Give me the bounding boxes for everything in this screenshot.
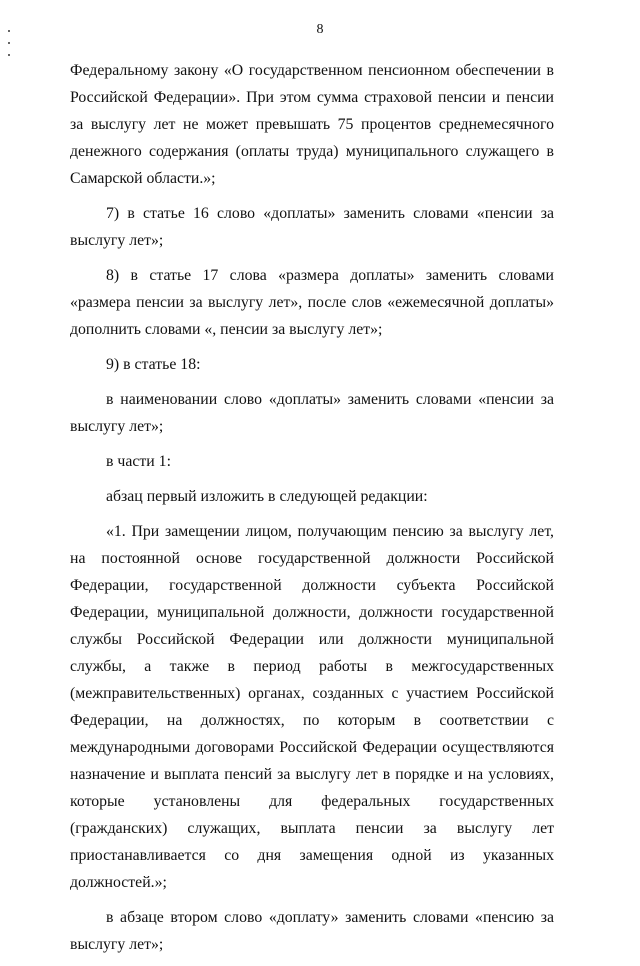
paragraph-7: абзац первый изложить в следующей редакции: [106, 488, 428, 505]
paragraph-5: в наименовании слово «доплаты» заменить словами «пенсии за выслугу лет»; [70, 391, 554, 435]
paragraph-9: в абзаце втором слово «доплату» заменить словами «пенсию за выслугу лет»; [70, 909, 554, 953]
page-number: 8 [316, 22, 324, 37]
paragraph-8: «1. При замещении лицом, получающим пенсию за выслугу лет, на постоянной основе государственной должности Российской Федерации, государственной должности субъекта Российской Федерации, муниципальной должности, должности государственной службы Российской Федерации или должности муниципальной службы, а также в период работы в межгосударственных (межправительственных) органах, созданных с участием Российской Федерации, на должностях, по которым в соответствии с международными договорами Российской Федерации осуществляются назначение и выплата пенсий за выслугу лет в порядке и на условиях, которые установлены для федеральных государственных (гражданских) служащих, выплата пенсии за выслугу лет приостанавливается со дня замещения одной из указанных должностей.»; [70, 523, 554, 891]
paragraph-4: 9) в статье 18: [106, 356, 201, 373]
document-body [70, 57, 554, 966]
paragraph-6: в части 1: [106, 453, 171, 470]
paragraph-2: 7) в статье 16 слово «доплаты» заменить словами «пенсии за выслугу лет»; [70, 205, 554, 249]
paragraph-1: Федеральному закону «О государственном пенсионном обеспечении в Российской Федерации». При этом сумма страховой пенсии и пенсии за выслугу лет не может превышать 75 процентов среднемесячного денежного содержания (оплаты труда) муниципального служащего в Самарской области.»; [70, 62, 554, 187]
paragraph-3: 8) в статье 17 слова «размера доплаты» заменить словами «размера пенсии за выслугу лет», после слов «ежемесячной доплаты» дополнить словами «, пенсии за выслугу лет»; [70, 267, 554, 338]
